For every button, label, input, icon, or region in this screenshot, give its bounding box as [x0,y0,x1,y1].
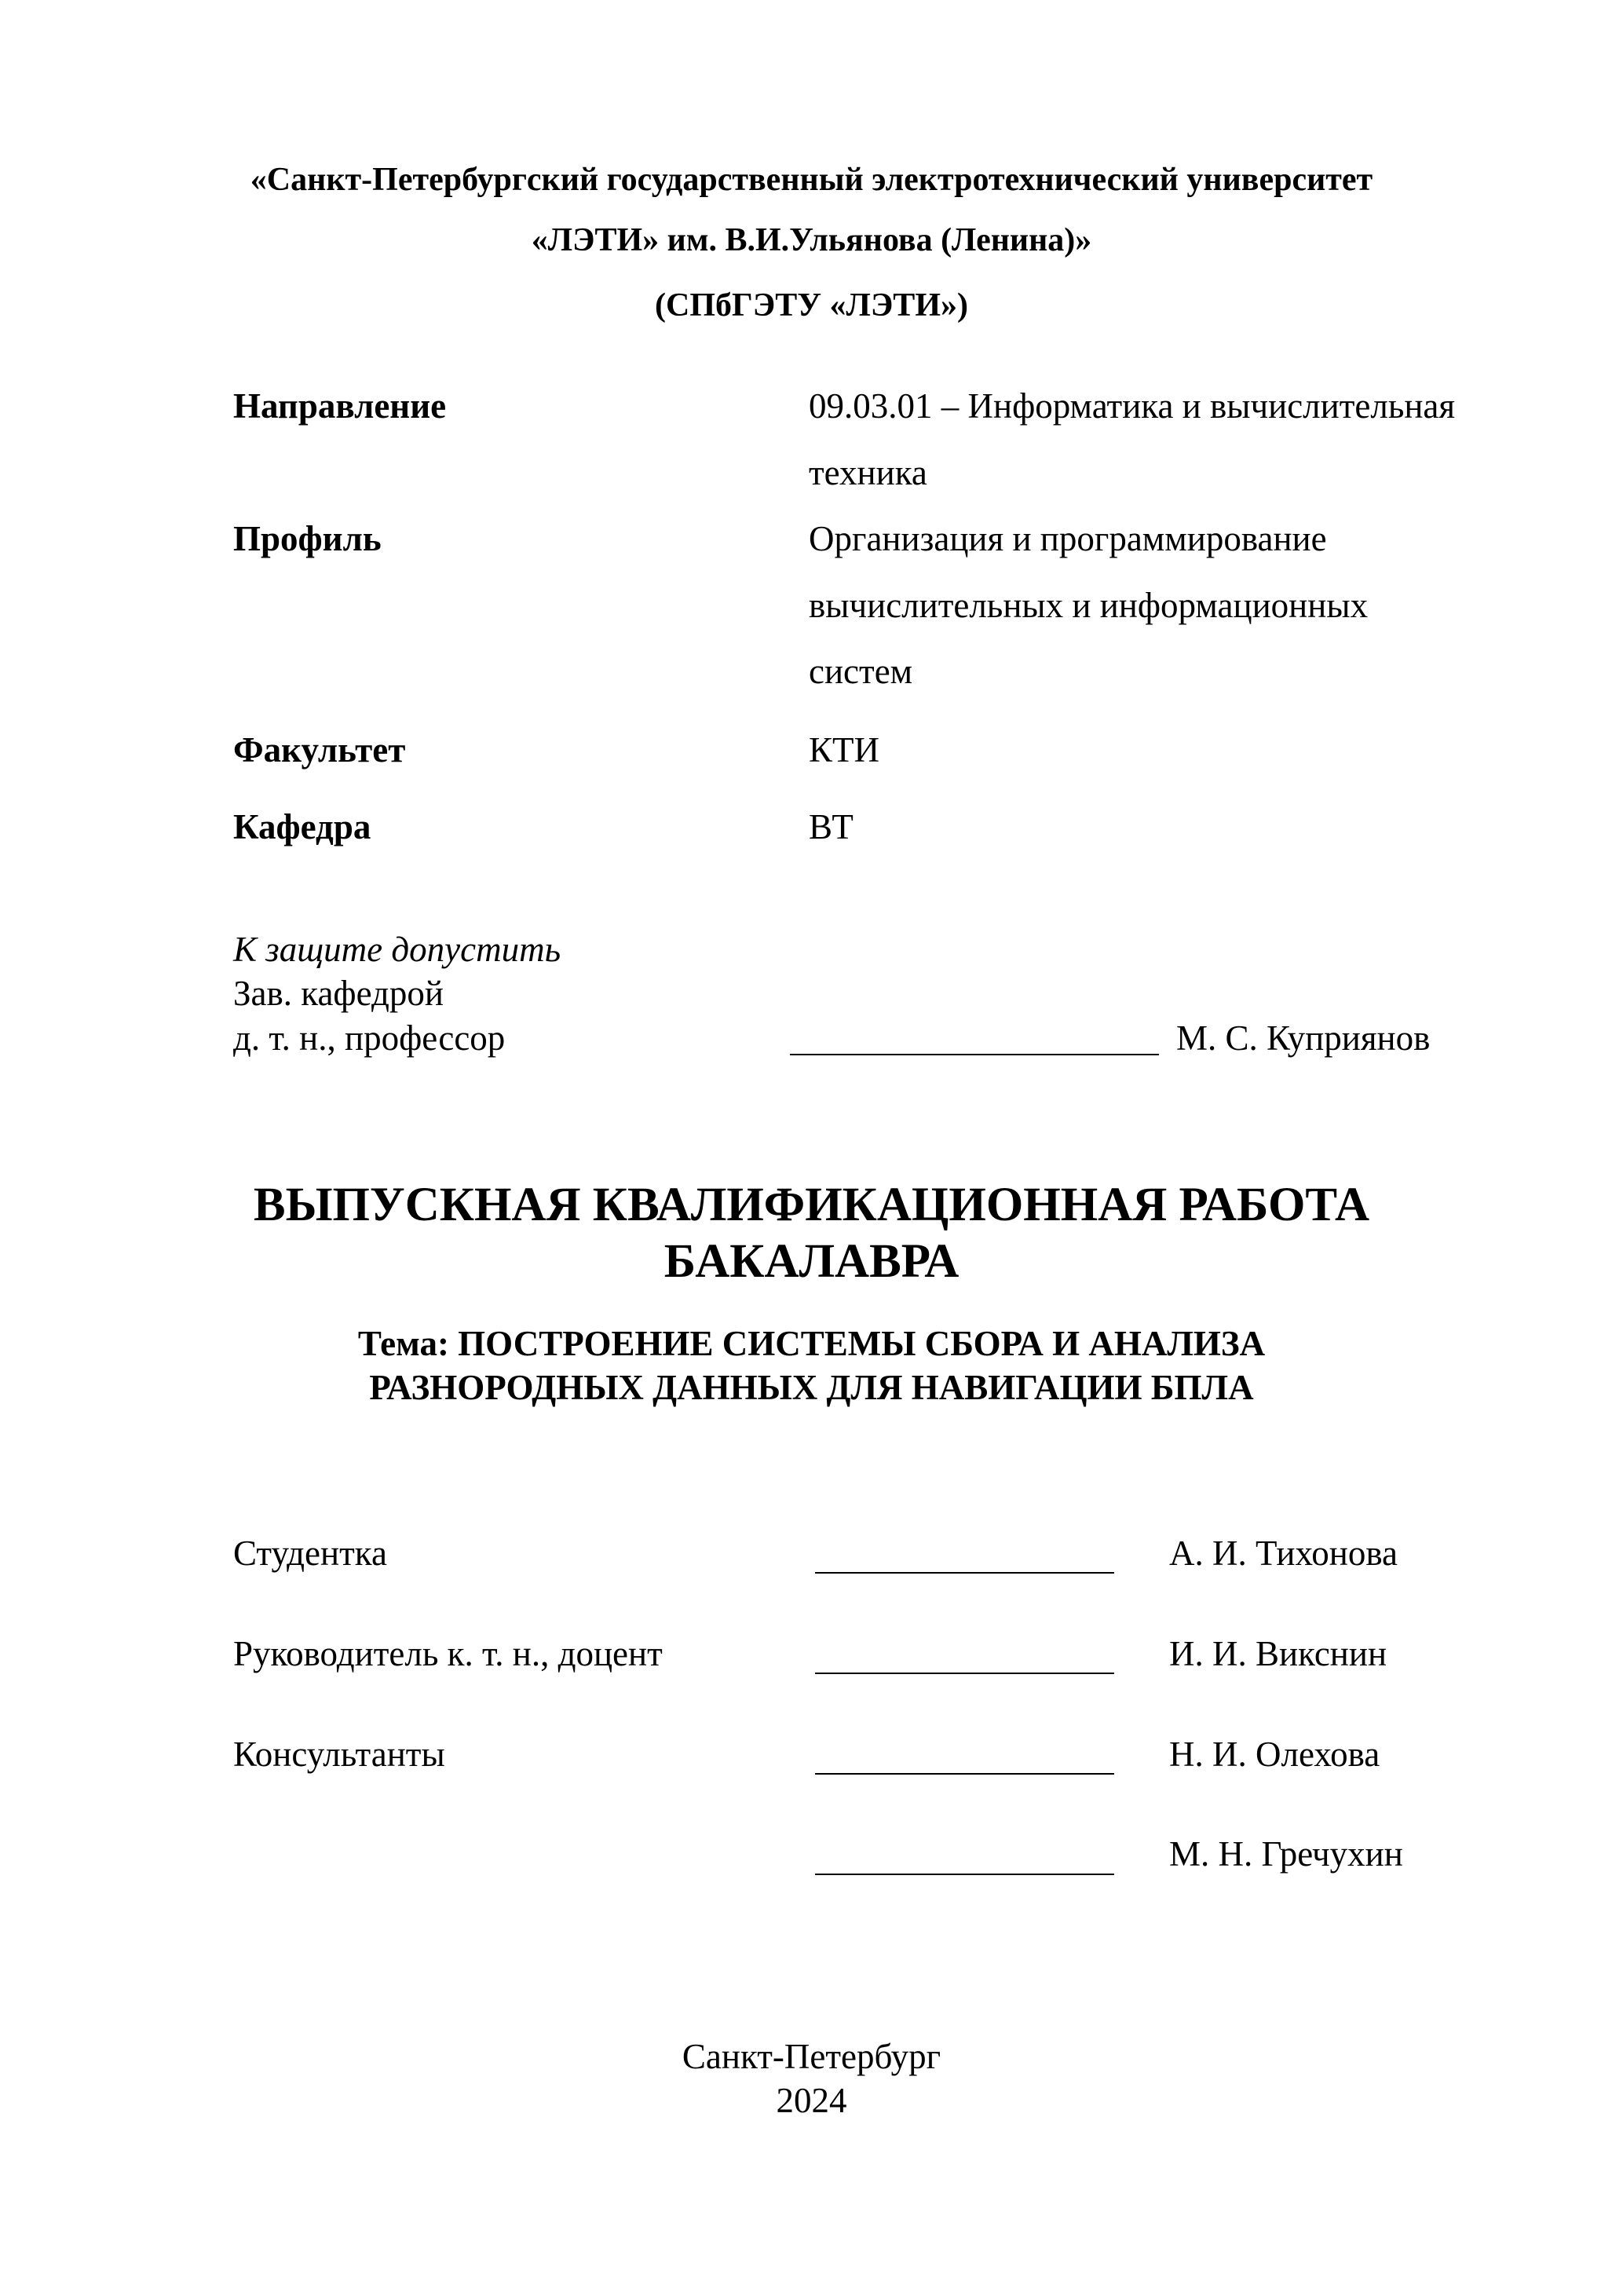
approval-position: Зав. кафедрой [233,974,444,1013]
topic-line1: Тема: ПОСТРОЕНИЕ СИСТЕМЫ СБОРА И АНАЛИЗА [357,1324,1266,1363]
approval-heading: К защите допустить [233,930,561,969]
footer-city: Санкт-Петербург [682,2037,941,2076]
signature-line [815,1673,1114,1674]
label-profile: Профиль [233,519,382,558]
label-department: Кафедра [233,807,371,846]
document-title: ВЫПУСКНАЯ КВАЛИФИКАЦИОННАЯ РАБОТА [253,1179,1370,1231]
value-profile: Организация и программирование [809,519,1327,558]
topic-line2: РАЗНОРОДНЫХ ДАННЫХ ДЛЯ НАВИГАЦИИ БПЛА [369,1368,1254,1407]
role-supervisor: Руководитель к. т. н., доцент [233,1634,663,1673]
label-direction: Направление [233,386,447,426]
university-name-line2: «ЛЭТИ» им. В.И.Ульянова (Ленина)» [531,222,1092,258]
name-consultant-1: Н. И. Олехова [1169,1735,1380,1774]
value-direction-cont: техника [809,453,927,492]
document-title-cont: БАКАЛАВРА [663,1235,960,1288]
footer-year: 2024 [776,2081,847,2120]
name-student: А. И. Тихонова [1169,1534,1398,1573]
name-supervisor: И. И. Викснин [1169,1634,1387,1673]
signature-line [815,1572,1114,1574]
signature-line [815,1874,1114,1875]
university-abbr: (СПбГЭТУ «ЛЭТИ») [655,287,968,324]
university-name-line1: «Санкт-Петербургский государственный электротехнический университет [250,162,1373,198]
value-profile-cont2: систем [809,652,913,691]
role-student: Студентка [233,1534,387,1573]
value-faculty: КТИ [809,730,879,770]
signature-line [790,1054,1159,1055]
signature-line [815,1773,1114,1775]
value-department: ВТ [809,807,854,846]
value-profile-cont: вычислительных и информационных [809,586,1369,625]
role-consultants: Консультанты [233,1735,445,1774]
approval-name: М. С. Куприянов [1176,1018,1431,1058]
label-faculty: Факультет [233,730,406,770]
name-consultant-2: М. Н. Гречухин [1169,1834,1403,1874]
approval-degree: д. т. н., профессор [233,1018,506,1058]
value-direction: 09.03.01 – Информатика и вычислительная [809,386,1456,426]
